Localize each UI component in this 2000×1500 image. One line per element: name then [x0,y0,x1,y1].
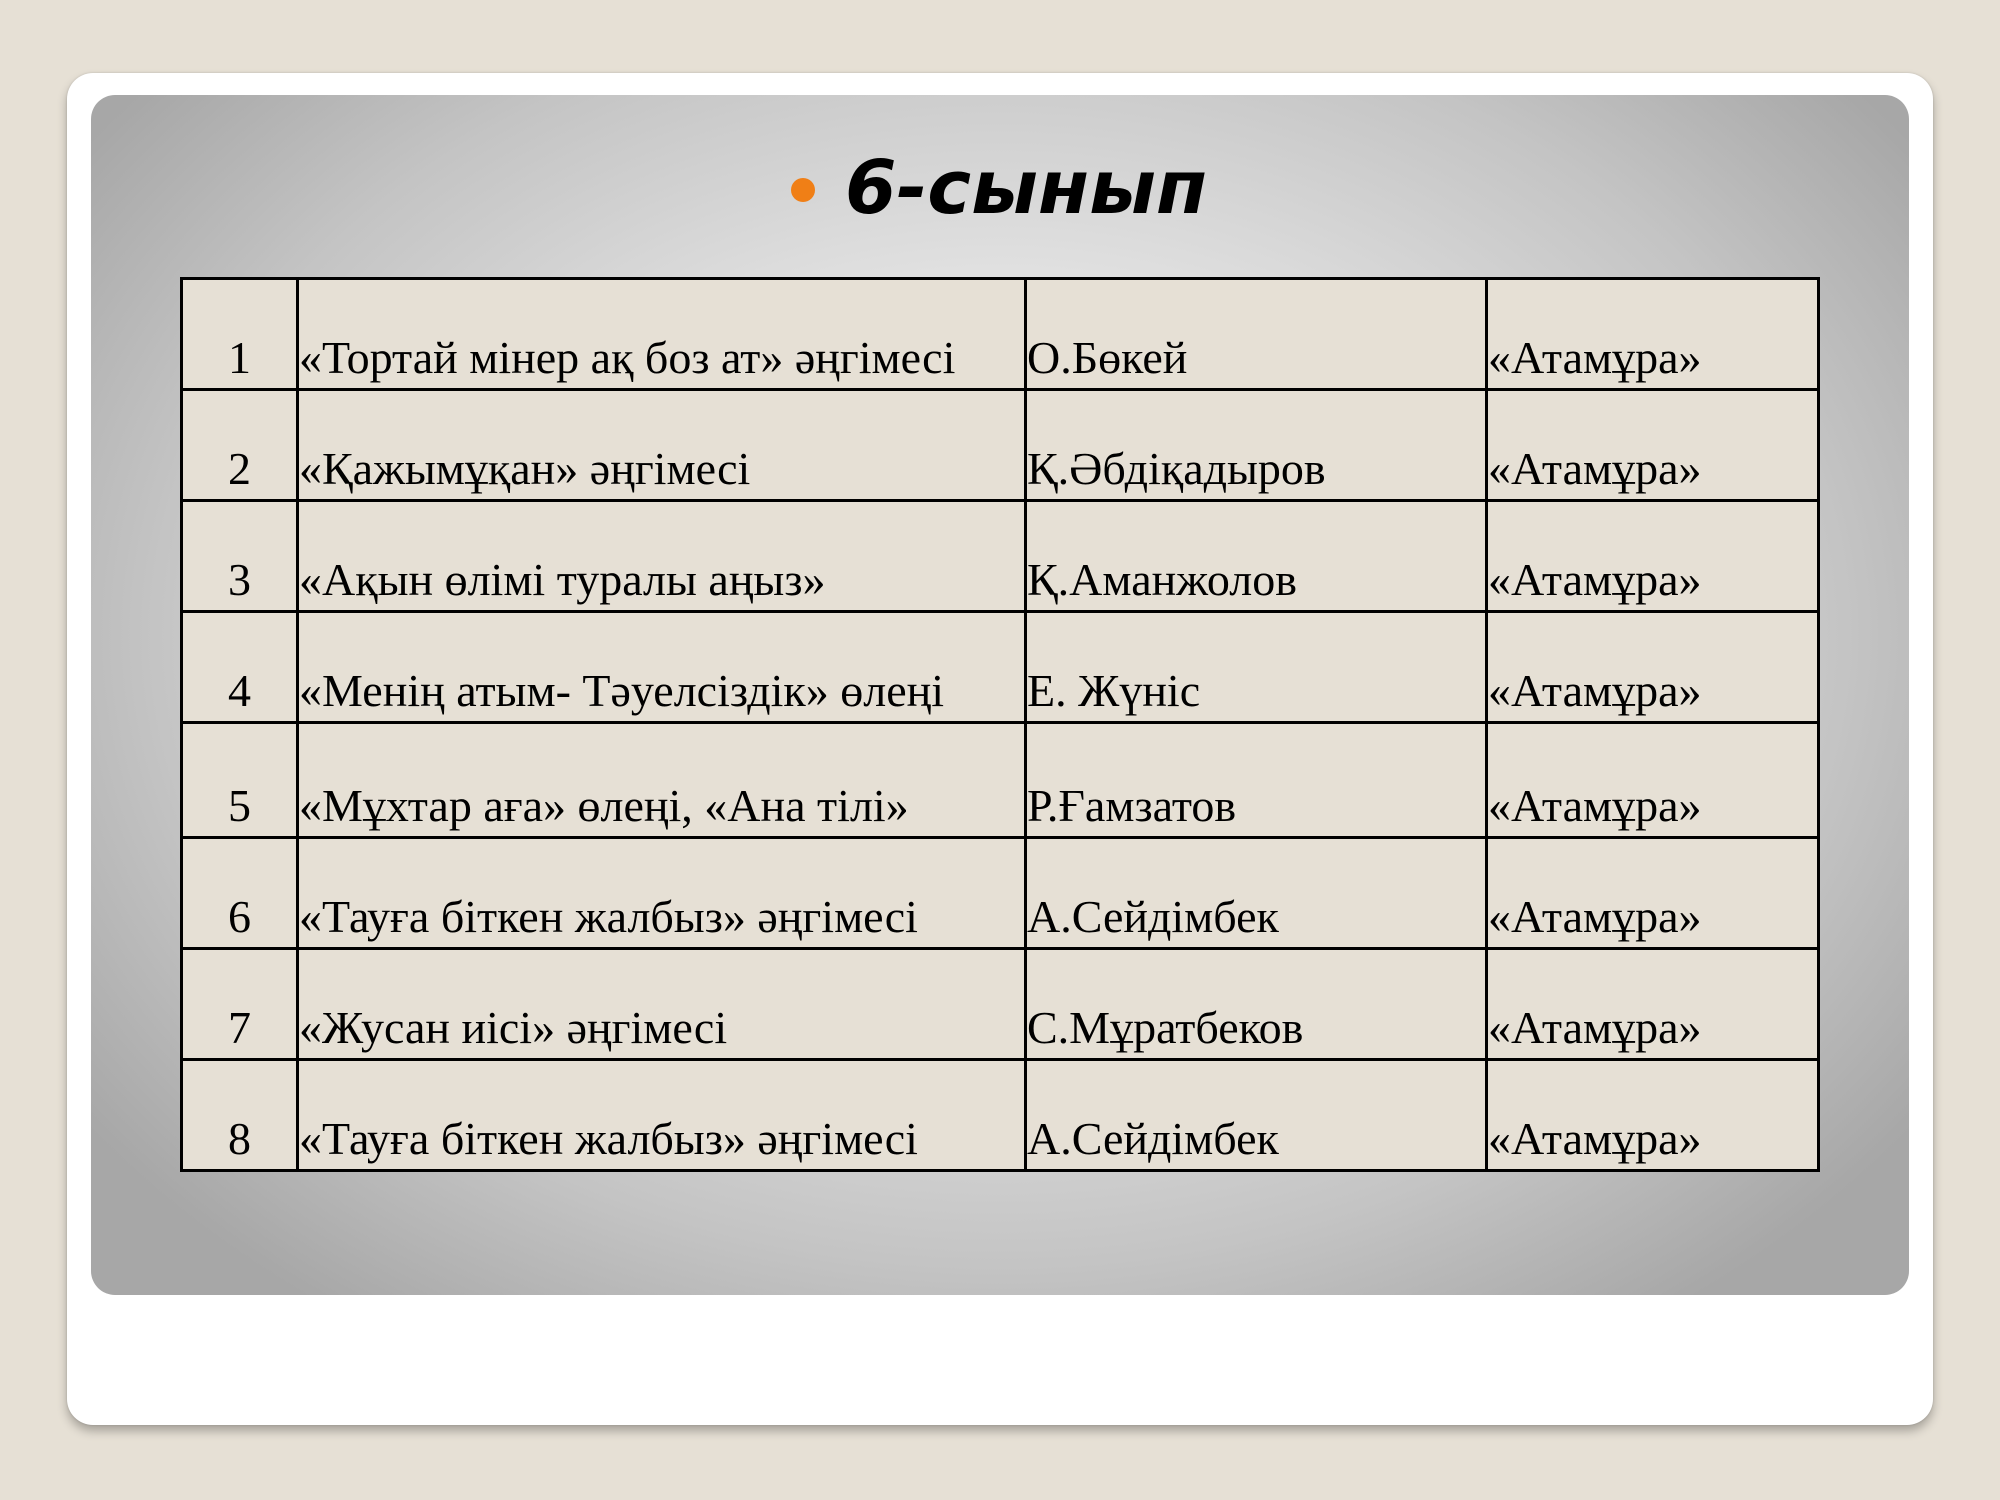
row-number: 2 [182,390,298,501]
work-title: «Қажымұқан» әңгімесі [298,390,1026,501]
row-number: 8 [182,1060,298,1171]
row-number: 4 [182,612,298,723]
publisher-name: «Атамұра» [1487,949,1819,1060]
table-row [182,612,1819,723]
work-title: «Жусан иісі» әңгімесі [298,949,1026,1060]
publisher-name: «Атамұра» [1487,612,1819,723]
table-row [182,390,1819,501]
table-row [182,949,1819,1060]
work-title: «Тауға біткен жалбыз» әңгімесі [298,1060,1026,1171]
work-title: «Ақын өлімі туралы аңыз» [298,501,1026,612]
row-number: 5 [182,723,298,838]
work-title: «Тауға біткен жалбыз» әңгімесі [298,838,1026,949]
bullet-dot-icon [791,178,815,202]
table-row [182,1060,1819,1171]
row-number: 3 [182,501,298,612]
author-name: О.Бөкей [1026,279,1487,390]
row-number: 7 [182,949,298,1060]
row-number: 6 [182,838,298,949]
row-number: 1 [182,279,298,390]
publisher-name: «Атамұра» [1487,501,1819,612]
author-name: С.Мұратбеков [1026,949,1487,1060]
works-table [180,277,1820,1172]
publisher-name: «Атамұра» [1487,279,1819,390]
publisher-name: «Атамұра» [1487,723,1819,838]
author-name: А.Сейдімбек [1026,838,1487,949]
work-title: «Тортай мінер ақ боз ат» әңгімесі [298,279,1026,390]
author-name: А.Сейдімбек [1026,1060,1487,1171]
author-name: Р.Ғамзатов [1026,723,1487,838]
table-row [182,501,1819,612]
table-row [182,723,1819,838]
slide-title: 6-сынып [845,145,1208,231]
author-name: Е. Жүніс [1026,612,1487,723]
publisher-name: «Атамұра» [1487,838,1819,949]
publisher-name: «Атамұра» [1487,1060,1819,1171]
table-row [182,838,1819,949]
publisher-name: «Атамұра» [1487,390,1819,501]
table-row [182,279,1819,390]
author-name: Қ.Аманжолов [1026,501,1487,612]
work-title: «Мұхтар аға» өлеңі, «Ана тілі» [298,723,1026,838]
work-title: «Менің атым- Тәуелсіздік» өлеңі [298,612,1026,723]
author-name: Қ.Әбдіқадыров [1026,390,1487,501]
